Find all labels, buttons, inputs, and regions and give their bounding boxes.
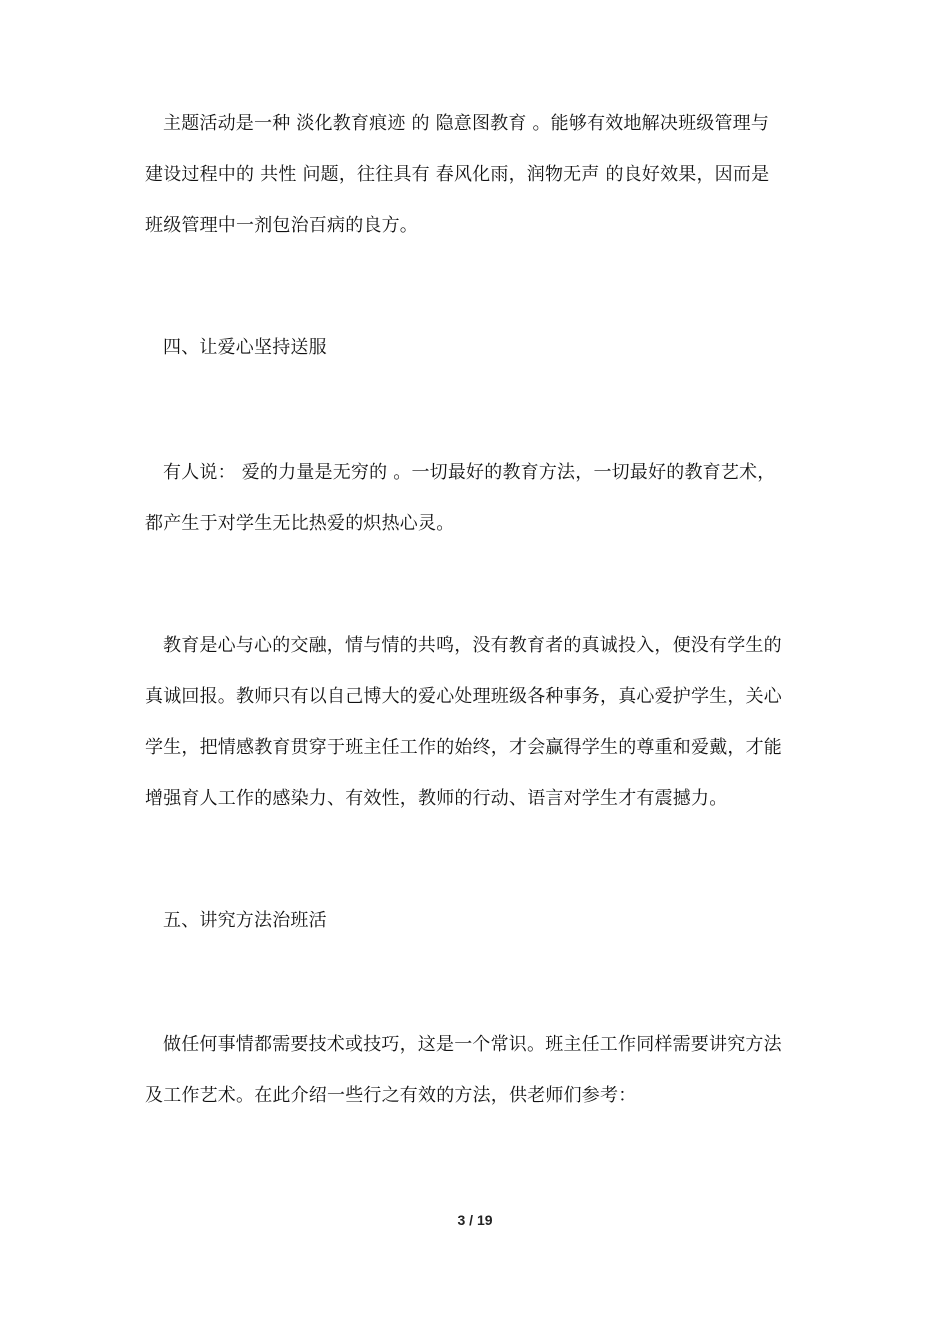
section-heading-5	[145, 895, 807, 946]
page-number: 3 / 19	[457, 1212, 493, 1228]
paragraph-power-of-love	[145, 447, 807, 549]
paragraph-line: 增强育人工作的感染力、有效性，教师的行动、语言对学生才有震撼力。	[145, 788, 728, 809]
paragraph-line: 教育是心与心的交融，情与情的共鸣，没有教育者的真诚投入，便没有学生的	[163, 635, 782, 656]
paragraph-methods	[145, 1019, 807, 1121]
paragraph-line: 主题活动是一种 淡化教育痕迹 的 隐意图教育 。能够有效地解决班级管理与	[163, 113, 770, 134]
paragraph-line: 学生，把情感教育贯穿于班主任工作的始终，才会赢得学生的尊重和爱戴，才能	[145, 737, 782, 758]
paragraph-line: 真诚回报。教师只有以自己博大的爱心处理班级各种事务，真心爱护学生，关心	[145, 686, 782, 707]
paragraph-line: 建设过程中的 共性 问题，往往具有 春风化雨，润物无声 的良好效果，因而是	[145, 164, 770, 185]
heading-text: 五、讲究方法治班活	[163, 910, 327, 931]
paragraph-line: 及工作艺术。在此介绍一些行之有效的方法，供老师们参考：	[145, 1085, 637, 1106]
paragraph-line: 有人说： 爱的力量是无穷的 。一切最好的教育方法，一切最好的教育艺术，	[163, 462, 776, 483]
paragraph-heart-to-heart	[145, 620, 807, 824]
paragraph-line: 都产生于对学生无比热爱的炽热心灵。	[145, 513, 455, 534]
paragraph-line: 做任何事情都需要技术或技巧，这是一个常识。班主任工作同样需要讲究方法	[163, 1034, 782, 1055]
paragraph-line: 班级管理中一剂包治百病的良方。	[145, 215, 418, 236]
section-heading-4	[145, 322, 807, 373]
heading-text: 四、让爱心坚持送服	[163, 337, 327, 358]
paragraph-theme-activity	[145, 98, 807, 251]
